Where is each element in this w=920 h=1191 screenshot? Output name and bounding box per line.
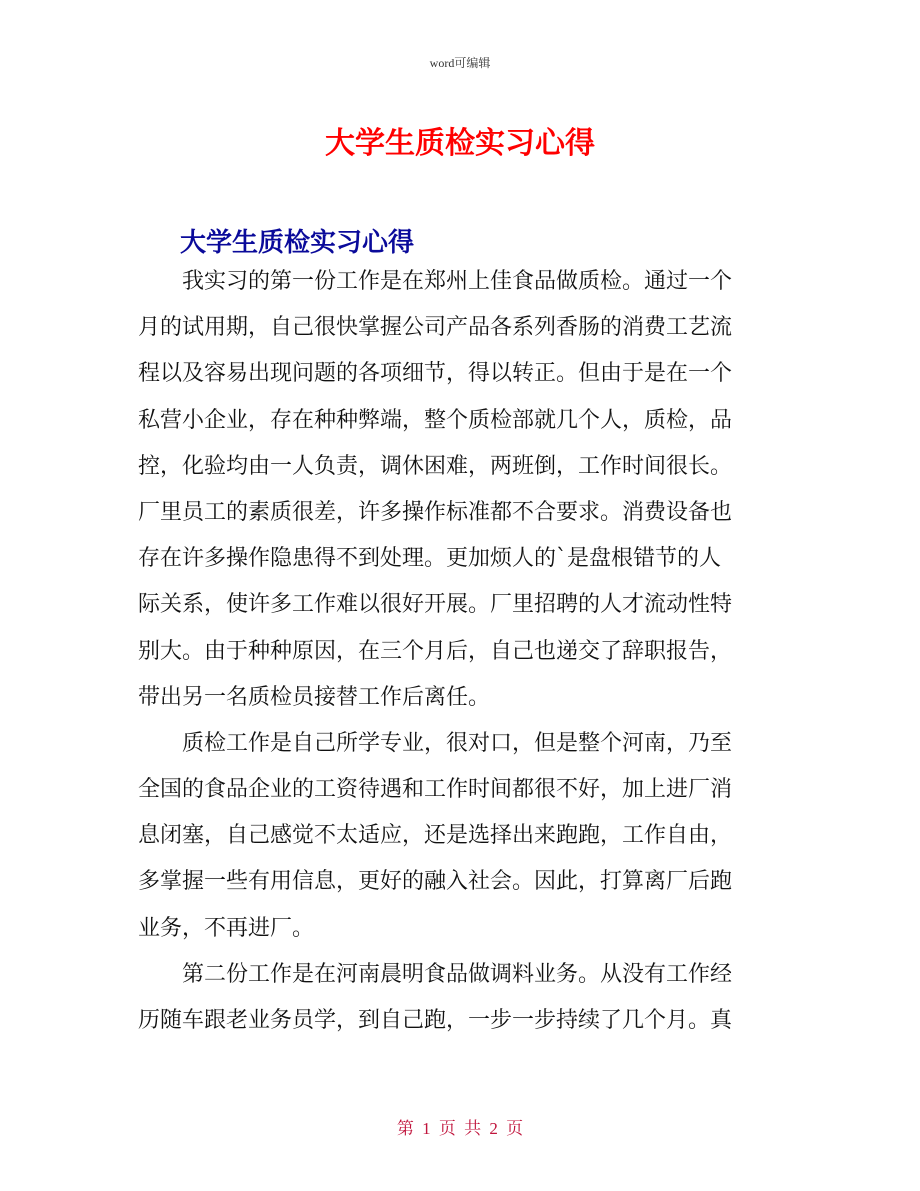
document-body — [138, 259, 788, 1044]
body-text-line: 质检工作是自己所学专业，很对口，但是整个河南，乃至 — [138, 730, 733, 756]
body-text-line: 第二份工作是在河南晨明食品做调料业务。从没有工作经 — [138, 961, 733, 987]
document-title: 大学生质检实习心得 — [325, 126, 595, 161]
section-heading: 大学生质检实习心得 — [180, 228, 415, 258]
body-text-line: 控，化验均由一人负责，调休困难，两班倒，工作时间很长。 — [138, 453, 733, 479]
body-text-line: 多掌握一些有用信息，更好的融入社会。因此，打算离厂后跑 — [138, 869, 733, 895]
body-text-line: 月的试用期，自己很快掌握公司产品各系列香肠的消费工艺流 — [138, 315, 733, 341]
page-header: word可编辑 — [429, 56, 491, 70]
body-text-line: 历随车跟老业务员学，到自己跑，一步一步持续了几个月。真 — [138, 1008, 733, 1033]
body-text-line: 际关系，使许多工作难以很好开展。厂里招聘的人才流动性特 — [138, 592, 733, 618]
body-text-line: 私营小企业，存在种种弊端，整个质检部就几个人，质检，品 — [138, 407, 733, 433]
body-text-line: 程以及容易出现问题的各项细节，得以转正。但由于是在一个 — [138, 361, 733, 387]
body-text-line: 息闭塞，自己感觉不太适应，还是选择出来跑跑，工作自由， — [138, 823, 733, 849]
body-text-line: 全国的食品企业的工资待遇和工作时间都很不好，加上进厂消 — [138, 777, 733, 803]
body-text-line: 带出另一名质检员接替工作后离任。 — [138, 684, 491, 710]
body-text-line: 我实习的第一份工作是在郑州上佳食品做质检。通过一个 — [138, 269, 733, 294]
body-text-line: 别大。由于种种原因，在三个月后，自己也递交了辞职报告， — [138, 638, 733, 664]
body-text-line: 厂里员工的素质很差，许多操作标准都不合要求。消费设备也 — [138, 499, 733, 525]
body-text-line: 业务，不再进厂。 — [138, 915, 315, 941]
body-text-line: 存在许多操作隐患得不到处理。更加烦人的`是盘根错节的人 — [138, 546, 722, 572]
page-footer: 第 1 页 共 2 页 — [396, 1119, 524, 1138]
